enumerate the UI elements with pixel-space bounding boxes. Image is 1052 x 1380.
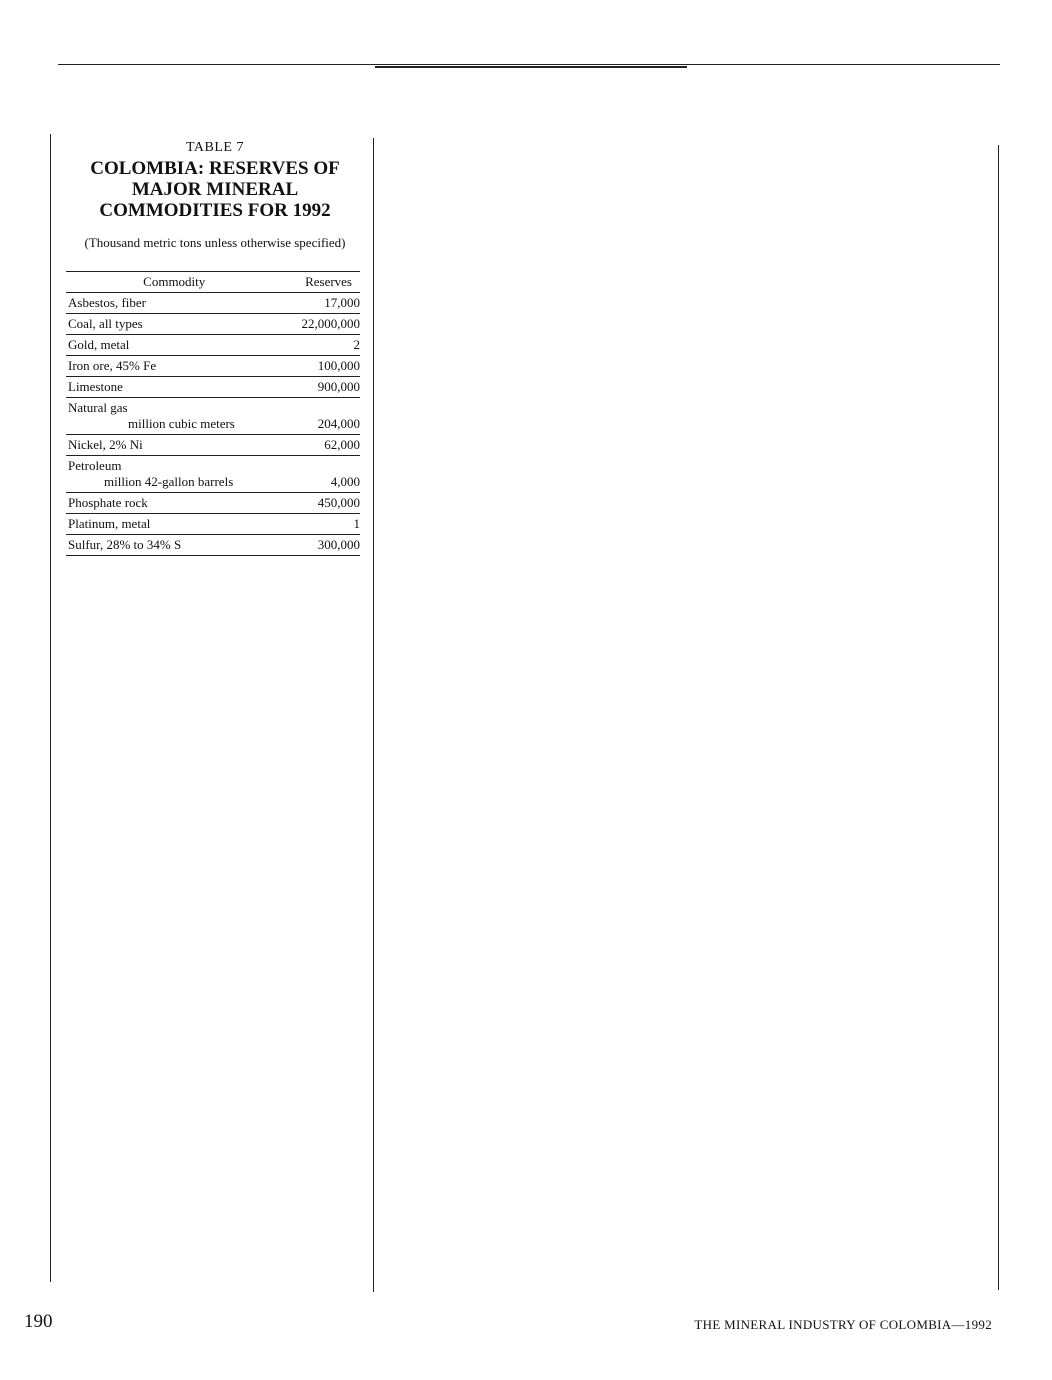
header-commodity: Commodity bbox=[66, 272, 282, 293]
reserves-cell: 450,000 bbox=[282, 493, 360, 514]
commodity-cell: Coal, all types bbox=[66, 314, 282, 335]
table-title-line: MAJOR MINERAL bbox=[131, 179, 299, 200]
commodity-cell bbox=[66, 398, 282, 435]
reserves-cell: 204,000 bbox=[282, 398, 360, 435]
table-row bbox=[66, 314, 360, 335]
reserves-table bbox=[66, 271, 360, 556]
table-row bbox=[66, 293, 360, 314]
table-row bbox=[66, 377, 360, 398]
page-number: 190 bbox=[24, 1311, 53, 1332]
commodity-cell: Phosphate rock bbox=[66, 493, 282, 514]
commodity-cell bbox=[66, 456, 282, 493]
commodity-cell: Iron ore, 45% Fe bbox=[66, 356, 282, 377]
header-reserves: Reserves bbox=[282, 272, 360, 293]
column-rule-right bbox=[998, 145, 999, 1290]
commodity-cell: Platinum, metal bbox=[66, 514, 282, 535]
table-row bbox=[66, 398, 360, 435]
reserves-cell: 17,000 bbox=[282, 293, 360, 314]
commodity-name: Petroleum bbox=[68, 458, 122, 473]
commodity-cell: Gold, metal bbox=[66, 335, 282, 356]
table-row bbox=[66, 435, 360, 456]
commodity-name: Natural gas bbox=[68, 400, 128, 415]
table-row bbox=[66, 514, 360, 535]
table-title-line: COLOMBIA: RESERVES OF bbox=[90, 158, 340, 179]
reserves-cell: 4,000 bbox=[282, 456, 360, 493]
table-header-row bbox=[66, 272, 360, 293]
top-rule bbox=[58, 64, 1000, 65]
table-units-note: (Thousand metric tons unless otherwise specified) bbox=[84, 235, 346, 250]
commodity-cell: Nickel, 2% Ni bbox=[66, 435, 282, 456]
reserves-cell: 62,000 bbox=[282, 435, 360, 456]
table-row bbox=[66, 493, 360, 514]
commodity-cell: Sulfur, 28% to 34% S bbox=[66, 535, 282, 556]
commodity-unit: million cubic meters bbox=[128, 416, 235, 431]
table-block bbox=[66, 140, 364, 556]
table-row bbox=[66, 335, 360, 356]
commodity-cell: Asbestos, fiber bbox=[66, 293, 282, 314]
reserves-cell: 100,000 bbox=[282, 356, 360, 377]
column-rule-middle bbox=[373, 138, 374, 1292]
column-rule-left bbox=[50, 134, 51, 1282]
running-title: THE MINERAL INDUSTRY OF COLOMBIA—1992 bbox=[694, 1317, 992, 1332]
commodity-cell: Limestone bbox=[66, 377, 282, 398]
reserves-cell: 900,000 bbox=[282, 377, 360, 398]
reserves-cell: 22,000,000 bbox=[282, 314, 360, 335]
reserves-cell: 2 bbox=[282, 335, 360, 356]
reserves-cell: 1 bbox=[282, 514, 360, 535]
table-title-line: COMMODITIES FOR 1992 bbox=[99, 200, 331, 221]
table-row bbox=[66, 535, 360, 556]
table-row bbox=[66, 356, 360, 377]
table-label: TABLE 7 bbox=[186, 140, 244, 155]
table-title bbox=[66, 158, 364, 221]
top-rule-accent bbox=[375, 66, 687, 68]
table-row bbox=[66, 456, 360, 493]
commodity-unit: million 42-gallon barrels bbox=[104, 474, 234, 489]
reserves-cell: 300,000 bbox=[282, 535, 360, 556]
